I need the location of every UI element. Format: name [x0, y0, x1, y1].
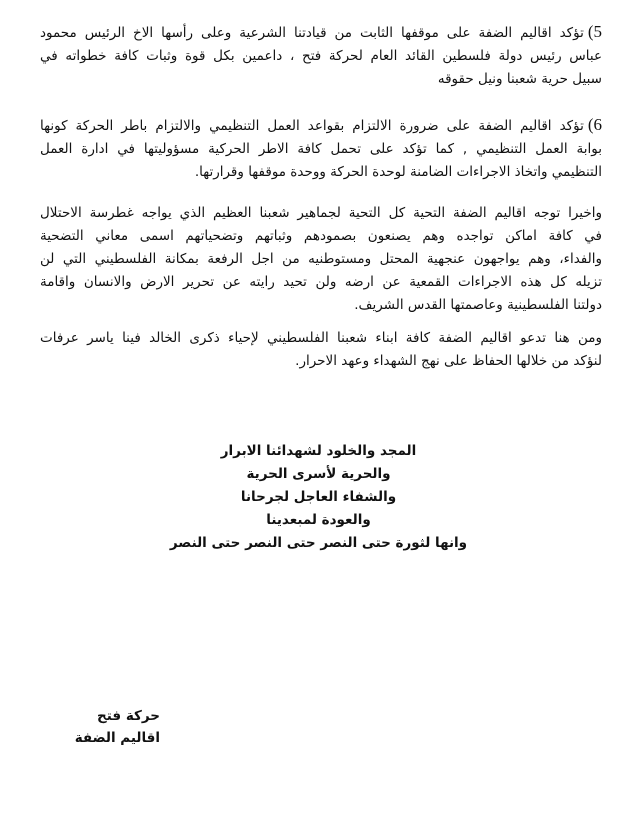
paragraph-line: عباس رئيس دولة فلسطين القائد العام لحركة فتح ، داعمين بكل قوة وثبات كافة خطواته في — [40, 48, 602, 64]
closing-line: وانها لثورة حتى النصر حتى النصر حتى النصر — [169, 535, 468, 551]
paragraph-5 — [40, 20, 602, 91]
paragraph-line: بوابة العمل التنظيمي , كما تؤكد على تحمل كافة الاطر الحركية مسؤوليتها في ادارة العمل — [40, 141, 602, 157]
closing-line: والحرية لأسرى الحرية — [246, 466, 391, 482]
paragraph-line: 6)تؤكد اقاليم الضفة على ضرورة الالتزام بقواعد العمل التنظيمي والالتزام باطر الحركة كونها — [40, 115, 602, 134]
paragraph-line: والفداء، وهم يواجهون عنجهية المحتل ومستوطنيه من اجل الرفعة بمكانة الفلسطيني التي لن — [40, 251, 602, 267]
closing-line: والشفاء العاجل لجرحانا — [240, 489, 397, 505]
paragraph-line: ومن هنا تدعو اقاليم الضفة كافة ابناء شعبنا الفلسطيني لإحياء ذكرى الخالد فينا ياسر عرفات — [40, 330, 602, 346]
signature-unit: اقاليم الضفة — [74, 730, 160, 746]
paragraph-line: واخيرا توجه اقاليم الضفة التحية كل التحية لجماهير شعبنا العظيم الذي يواجه غطرسة الاحتلال — [40, 205, 602, 221]
paragraph-call — [40, 327, 602, 373]
paragraph-greeting — [40, 202, 602, 317]
paragraph-line: سبيل حرية شعبنا ونيل حقوقه — [437, 71, 602, 87]
paragraph-line: 5)تؤكد اقاليم الضفة على موقفها الثابت من قيادتنا الشرعية وعلى رأسها الاخ الرئيس محمود — [40, 22, 602, 41]
paragraph-line: التنظيمي واتخاذ الاجراءات الضامنة لوحدة الحركة ووحدة موقفها وقرارتها. — [194, 164, 602, 180]
paragraph-line: في كافة اماكن تواجده وهم يصنعون بصمودهم وثباتهم وتضحياتهم اسمى معاني التضحية — [40, 228, 602, 244]
item-number: 5) — [587, 22, 602, 41]
paragraph-line: تزيله كل هذه الاجراءات القمعية عن ارضه ولن تحيد رايته عن تحرير الارض والانسان واقامة — [40, 274, 602, 290]
paragraph-6 — [40, 113, 602, 184]
item-number: 6) — [587, 115, 602, 134]
signature-org: حركة فتح — [97, 708, 160, 724]
signature-block — [40, 705, 160, 749]
closing-slogans — [0, 440, 637, 555]
closing-line: المجد والخلود لشهدائنا الابرار — [220, 443, 417, 459]
closing-line: والعودة لمبعدينا — [266, 512, 371, 528]
paragraph-line: لنؤكد من خلالها الحفاظ على نهج الشهداء وعهد الاحرار. — [295, 353, 602, 369]
paragraph-line: دولتنا الفلسطينية وعاصمتها القدس الشريف. — [354, 297, 602, 313]
